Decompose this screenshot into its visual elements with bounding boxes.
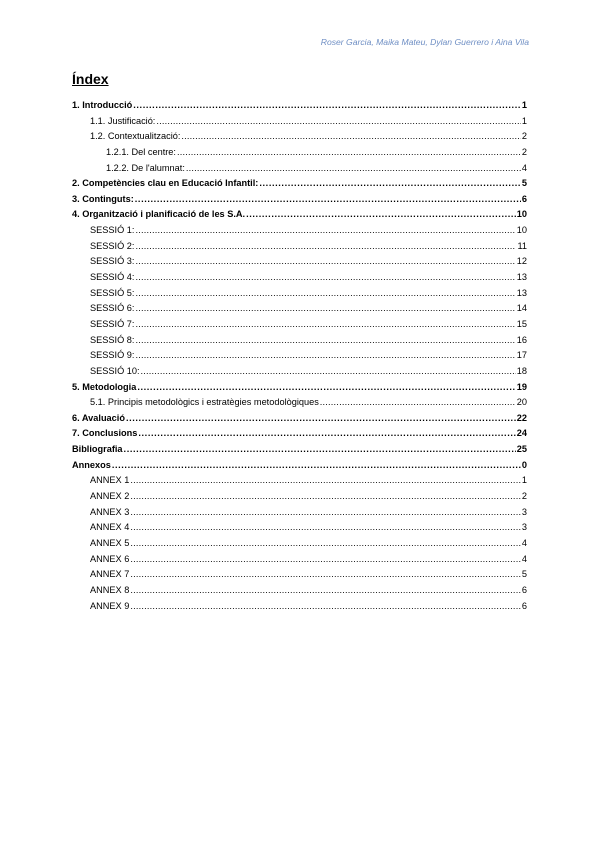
toc-dot-leader [135, 301, 515, 317]
toc-entry-page: 13 [516, 272, 527, 283]
toc-entry-label: ANNEX 4 [90, 522, 130, 533]
toc-entry-page: 4 [521, 537, 527, 548]
toc-entry-page: 14 [516, 303, 527, 314]
page-header-authors: Roser Garcia, Maika Mateu, Dylan Guerrero i Aina Vila [320, 37, 529, 47]
toc-entry-page: 1 [521, 115, 527, 126]
toc-entry[interactable] [72, 98, 527, 114]
toc-dot-leader [320, 395, 516, 411]
toc-entry-label: Bibliografia [72, 444, 123, 455]
toc-entry-label: ANNEX 3 [90, 506, 130, 517]
toc-entry[interactable] [72, 599, 527, 615]
toc-entry-label: SESSIÓ 7: [90, 318, 135, 329]
toc-entry-label: 5. Metodologia [72, 381, 137, 392]
toc-entry-label: SESSIÓ 3: [90, 256, 135, 267]
toc-entry-page: 13 [516, 287, 527, 298]
toc-entry-page: 6 [521, 193, 527, 204]
toc-entry-page: 5 [521, 569, 527, 580]
toc-entry-page: 18 [516, 365, 527, 376]
toc-entry-label: Annexos [72, 459, 111, 470]
toc-dot-leader [186, 161, 521, 177]
toc-entry[interactable] [72, 411, 527, 427]
toc-entry[interactable] [72, 317, 527, 333]
toc-dot-leader [135, 270, 515, 286]
page-title: Índex [72, 71, 109, 87]
toc-entry[interactable] [72, 489, 527, 505]
toc-dot-leader [130, 473, 521, 489]
toc-dot-leader [135, 254, 515, 270]
toc-entry[interactable] [72, 567, 527, 583]
toc-dot-leader [130, 505, 521, 521]
toc-entry-label: 1.2. Contextualització: [90, 131, 181, 142]
toc-entry[interactable] [72, 583, 527, 599]
toc-entry-label: ANNEX 5 [90, 537, 130, 548]
toc-entry-page: 4 [521, 553, 527, 564]
toc-dot-leader [130, 599, 521, 615]
toc-entry-label: SESSIÓ 1: [90, 225, 135, 236]
toc-entry[interactable] [72, 426, 527, 442]
toc-dot-leader [130, 520, 521, 536]
toc-entry[interactable] [72, 364, 527, 380]
toc-dot-leader [135, 317, 515, 333]
toc-dot-leader [126, 411, 516, 427]
toc-dot-leader [130, 583, 521, 599]
toc-entry-page: 3 [521, 506, 527, 517]
toc-entry-page: 2 [521, 146, 527, 157]
toc-entry-label: 4. Organització i planificació de les S.A. [72, 209, 246, 220]
toc-entry[interactable] [72, 286, 527, 302]
toc-entry-label: 2. Competències clau en Educació Infantil: [72, 178, 259, 189]
toc-entry-label: ANNEX 9 [90, 600, 130, 611]
toc-entry-label: SESSIÓ 6: [90, 303, 135, 314]
toc-entry-label: 3. Continguts: [72, 193, 134, 204]
toc-entry-page: 0 [521, 459, 527, 470]
toc-entry-page: 1 [521, 100, 527, 110]
toc-dot-leader [135, 348, 515, 364]
toc-dot-leader [135, 223, 515, 239]
toc-entry-page: 24 [516, 428, 527, 439]
toc-entry-page: 22 [516, 412, 527, 423]
toc-entry[interactable] [72, 301, 527, 317]
toc-entry-page: 12 [516, 256, 527, 267]
toc-entry-page: 15 [516, 318, 527, 329]
toc-entry-page: 16 [516, 334, 527, 345]
toc-entry-label: ANNEX 8 [90, 584, 130, 595]
toc-dot-leader [141, 364, 516, 380]
toc-entry-label: ANNEX 6 [90, 553, 130, 564]
toc-entry[interactable] [72, 473, 527, 489]
toc-entry-label: 6. Avaluació [72, 412, 125, 423]
toc-entry-label: 1.2.2. De l'alumnat: [106, 162, 185, 173]
toc-dot-leader [138, 426, 515, 442]
toc-entry[interactable] [72, 348, 527, 364]
toc-entry-page: 19 [516, 381, 527, 392]
toc-entry-page: 5 [521, 178, 527, 189]
toc-dot-leader [137, 380, 515, 396]
toc-entry-label: ANNEX 7 [90, 569, 130, 580]
toc-entry-page: 3 [521, 522, 527, 533]
toc-entry[interactable] [72, 458, 527, 474]
toc-dot-leader [246, 207, 516, 223]
toc-entry[interactable] [72, 223, 527, 239]
table-of-contents [72, 98, 527, 614]
toc-dot-leader [181, 129, 520, 145]
toc-entry-page: 4 [521, 162, 527, 173]
toc-entry-label: 1.1. Justificació: [90, 115, 156, 126]
toc-entry[interactable] [72, 254, 527, 270]
toc-entry[interactable] [72, 505, 527, 521]
toc-dot-leader [130, 567, 521, 583]
toc-dot-leader [130, 552, 521, 568]
toc-entry-page: 10 [516, 209, 527, 220]
toc-entry[interactable] [72, 129, 527, 145]
toc-entry-page: 6 [521, 600, 527, 611]
toc-dot-leader [156, 114, 521, 130]
toc-entry[interactable] [72, 207, 527, 223]
toc-entry-label: 7. Conclusions [72, 428, 138, 439]
toc-dot-leader [135, 286, 515, 302]
toc-entry-label: 5.1. Principis metodològics i estratègies metodològiques [90, 397, 319, 408]
toc-entry-page: 1 [521, 475, 527, 486]
toc-entry[interactable] [72, 239, 527, 255]
toc-entry[interactable] [72, 520, 527, 536]
toc-entry[interactable] [72, 270, 527, 286]
toc-entry-label: SESSIÓ 10: [90, 365, 140, 376]
toc-entry[interactable] [72, 536, 527, 552]
toc-entry-page: 2 [521, 131, 527, 142]
toc-dot-leader [259, 176, 521, 192]
toc-entry[interactable] [72, 176, 527, 192]
toc-entry[interactable] [72, 333, 527, 349]
toc-dot-leader [135, 333, 515, 349]
toc-entry-label: ANNEX 1 [90, 475, 130, 486]
toc-entry-label: 1.2.1. Del centre: [106, 146, 176, 157]
toc-entry-label: SESSIÓ 9: [90, 350, 135, 361]
toc-entry[interactable] [72, 395, 527, 411]
toc-dot-leader [177, 145, 521, 161]
toc-entry-label: SESSIÓ 5: [90, 287, 135, 298]
toc-dot-leader [130, 489, 521, 505]
toc-entry-page: 11 [517, 240, 527, 251]
toc-entry-page: 20 [516, 397, 527, 408]
toc-entry[interactable] [72, 192, 527, 208]
toc-entry[interactable] [72, 161, 527, 177]
toc-entry-label: SESSIÓ 4: [90, 272, 135, 283]
toc-entry-page: 25 [516, 444, 527, 455]
toc-entry-label: 1. Introducció [72, 100, 133, 110]
toc-entry-page: 6 [521, 584, 527, 595]
toc-entry-label: ANNEX 2 [90, 491, 130, 502]
toc-dot-leader [133, 98, 521, 114]
toc-entry-label: SESSIÓ 2: [90, 240, 135, 251]
toc-entry[interactable] [72, 380, 527, 396]
toc-entry-page: 10 [516, 225, 527, 236]
toc-entry-page: 2 [521, 491, 527, 502]
toc-entry[interactable] [72, 552, 527, 568]
toc-dot-leader [124, 442, 516, 458]
toc-dot-leader [135, 192, 521, 208]
toc-entry-page: 17 [516, 350, 527, 361]
toc-dot-leader [112, 458, 521, 474]
toc-dot-leader [135, 239, 516, 255]
toc-entry-label: SESSIÓ 8: [90, 334, 135, 345]
toc-entry[interactable] [72, 442, 527, 458]
toc-entry[interactable] [72, 145, 527, 161]
toc-entry[interactable] [72, 114, 527, 130]
toc-dot-leader [130, 536, 521, 552]
